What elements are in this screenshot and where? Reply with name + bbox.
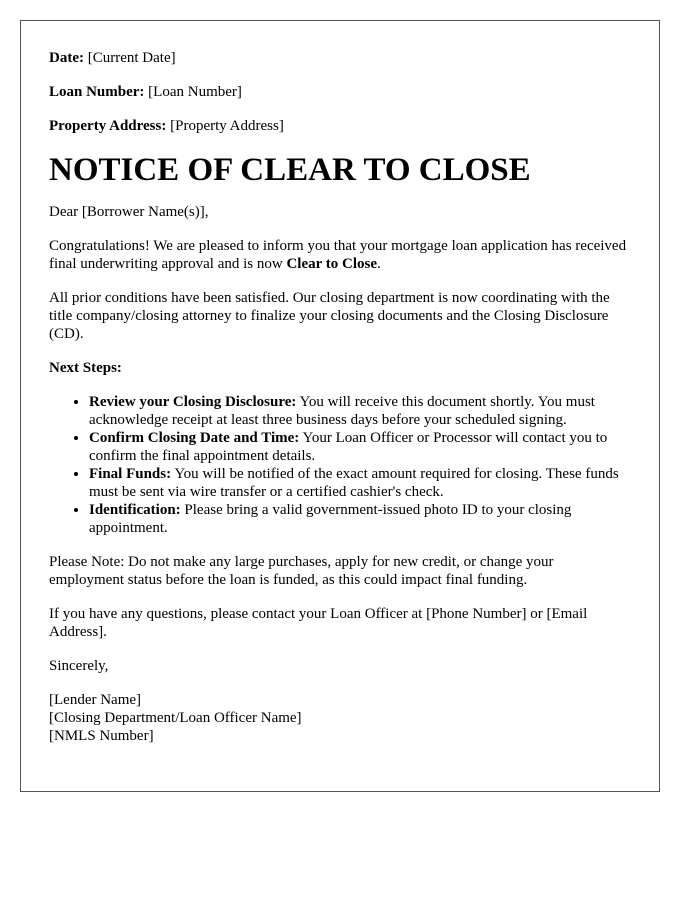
intro-text-after: . <box>377 256 381 272</box>
questions-paragraph: If you have any questions, please contact your Loan Officer at [Phone Number] or [Email Address]. <box>49 606 588 640</box>
list-item-text: Please bring a valid government-issued photo ID to your closing appointment. <box>89 502 572 536</box>
list-item-label: Final Funds: <box>89 466 172 482</box>
property-address-value: [Property Address] <box>170 118 284 134</box>
date-label: Date: <box>49 50 84 66</box>
list-item-text: You will receive this document shortly. You must acknowledge receipt at least three business days before your scheduled signing. <box>89 394 595 428</box>
signature-block <box>49 691 631 745</box>
intro-text-before: Congratulations! We are pleased to inform you that your mortgage loan application has received final underwriting approval and is now <box>49 238 627 272</box>
closing-salutation: Sincerely, <box>49 658 109 674</box>
list-item-label: Review your Closing Disclosure: <box>89 394 297 410</box>
list-item-label: Identification: <box>89 502 181 518</box>
loan-number-label: Loan Number: <box>49 84 145 100</box>
intro-emphasis: Clear to Close <box>286 256 377 272</box>
list-item <box>89 429 631 465</box>
letter-title: NOTICE OF CLEAR TO CLOSE <box>49 152 531 188</box>
property-address-label: Property Address: <box>49 118 167 134</box>
intro-paragraph <box>49 237 631 273</box>
list-item-text: You will be notified of the exact amount required for closing. These funds must be sent via wire transfer or a certified cashier's check. <box>89 466 619 500</box>
list-item <box>89 393 631 429</box>
note-paragraph: Please Note: Do not make any large purchases, apply for new credit, or change your employment status before the loan is funded, as this could impact final funding. <box>49 554 554 588</box>
loan-number-line <box>49 83 631 101</box>
list-item-text: Your Loan Officer or Processor will contact you to confirm the final appointment details. <box>89 430 608 464</box>
greeting: Dear [Borrower Name(s)], <box>49 204 209 220</box>
list-item <box>89 501 631 537</box>
department-name: [Closing Department/Loan Officer Name] <box>49 710 302 726</box>
date-line <box>49 49 631 67</box>
next-steps-heading: Next Steps: <box>49 360 122 376</box>
next-steps-list <box>49 393 631 537</box>
loan-number-value: [Loan Number] <box>148 84 242 100</box>
date-value: [Current Date] <box>87 50 176 66</box>
lender-name: [Lender Name] <box>49 692 142 708</box>
list-item <box>89 465 631 501</box>
list-item-label: Confirm Closing Date and Time: <box>89 430 300 446</box>
property-address-line <box>49 117 631 135</box>
nmls-number: [NMLS Number] <box>49 728 154 744</box>
conditions-paragraph: All prior conditions have been satisfied. Our closing department is now coordinating with the title company/closing attorney to finalize your closing documents and the Closing Disclosure (CD). <box>49 290 610 342</box>
letter-document <box>20 20 660 792</box>
